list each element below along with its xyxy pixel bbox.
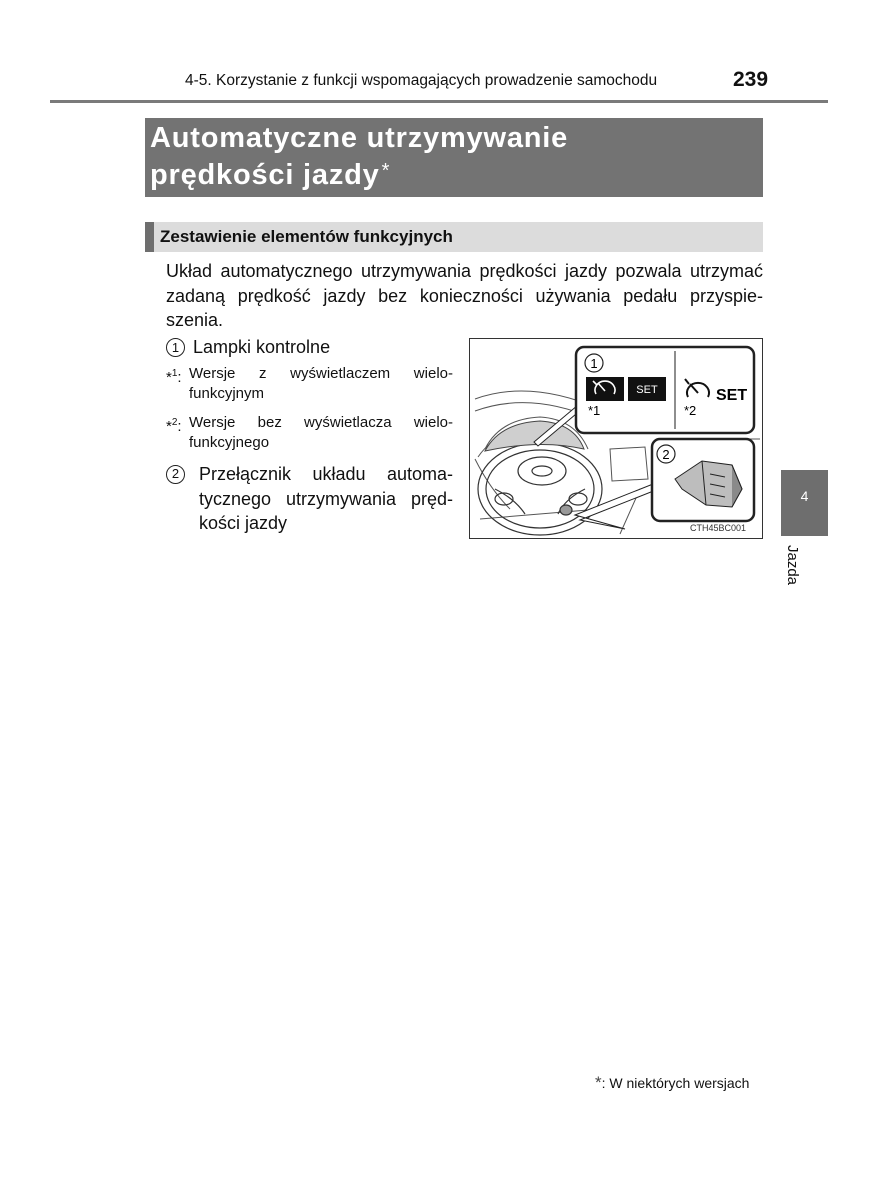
cruise-control-figure xyxy=(469,338,763,539)
note-2 xyxy=(166,413,453,453)
item-2-line-1: Przełącznik układu automa- xyxy=(199,464,453,484)
intro-line-2: zadaną prędkość jazdy bez konieczności używania pedału przyspie- xyxy=(166,285,763,306)
callout-1-number: 1 xyxy=(590,356,598,371)
set-label-1: SET xyxy=(636,384,658,396)
title-line-2: prędkości jazdy xyxy=(150,159,380,191)
item-1-label: Lampki kontrolne xyxy=(193,337,331,357)
note-1-body xyxy=(189,364,453,404)
note-1 xyxy=(166,364,453,404)
intro-line-3: szenia. xyxy=(166,310,224,330)
running-header: 4-5. Korzystanie z funkcji wspomagających prowadzenie samochodu xyxy=(185,72,658,89)
item-2 xyxy=(166,462,453,536)
set-label-2: SET xyxy=(716,387,748,404)
note-1-asterisk: * xyxy=(166,369,172,386)
note-1-line-2: funkcyjnym xyxy=(189,385,265,402)
section-heading-bar xyxy=(145,222,763,252)
item-1-number: 1 xyxy=(166,338,185,357)
item-1 xyxy=(166,337,330,358)
note-1-line-1: Wersje z wyświetlaczem wielo- xyxy=(189,365,453,382)
section-heading-marker xyxy=(145,222,154,252)
note-mark-2: *2 xyxy=(684,403,697,418)
note-1-marker: *$^1$: xyxy=(166,368,182,386)
title-asterisk: * xyxy=(381,160,391,182)
header-rule xyxy=(50,100,828,103)
note-2-marker: *$^2$: xyxy=(166,417,182,435)
steering-wheel xyxy=(478,443,602,535)
footnote xyxy=(595,1073,749,1093)
chapter-tab: 4 xyxy=(781,470,828,536)
note-mark-1: *1 xyxy=(588,403,601,418)
section-heading: Zestawienie elementów funkcyjnych xyxy=(160,227,453,246)
note-2-line-2: funkcyjnego xyxy=(189,434,270,451)
item-2-number: 2 xyxy=(166,465,185,484)
page-number: 239 xyxy=(733,68,769,91)
figure-illustration xyxy=(470,339,764,540)
note-2-line-1: Wersje bez wyświetlacza wielo- xyxy=(189,414,453,431)
item-2-line-2: tycznego utrzymywania pręd- xyxy=(199,488,453,509)
callout-2-number: 2 xyxy=(662,447,670,462)
note-1-sup: 1 xyxy=(171,368,178,379)
chapter-label: Jazda xyxy=(784,545,801,586)
page-title xyxy=(145,118,763,197)
title-line-2-wrap xyxy=(150,157,763,194)
item-2-body xyxy=(199,462,453,536)
note-2-body xyxy=(189,413,453,453)
figure-code: CTH45BC001 xyxy=(690,523,747,533)
footnote-text: : W niektórych wersjach xyxy=(601,1075,750,1091)
note-2-sup: 2 xyxy=(171,417,178,428)
intro-line-1: Układ automatycznego utrzymywania prędkości jazdy pozwala utrzymać xyxy=(166,261,763,281)
intro-paragraph xyxy=(166,259,763,333)
title-line-1: Automatyczne utrzymywanie xyxy=(150,122,569,154)
item-2-line-3: kości jazdy xyxy=(199,513,288,533)
note-2-asterisk: * xyxy=(166,418,172,435)
footnote-star: * xyxy=(595,1073,602,1092)
leader-line-2 xyxy=(575,484,656,529)
